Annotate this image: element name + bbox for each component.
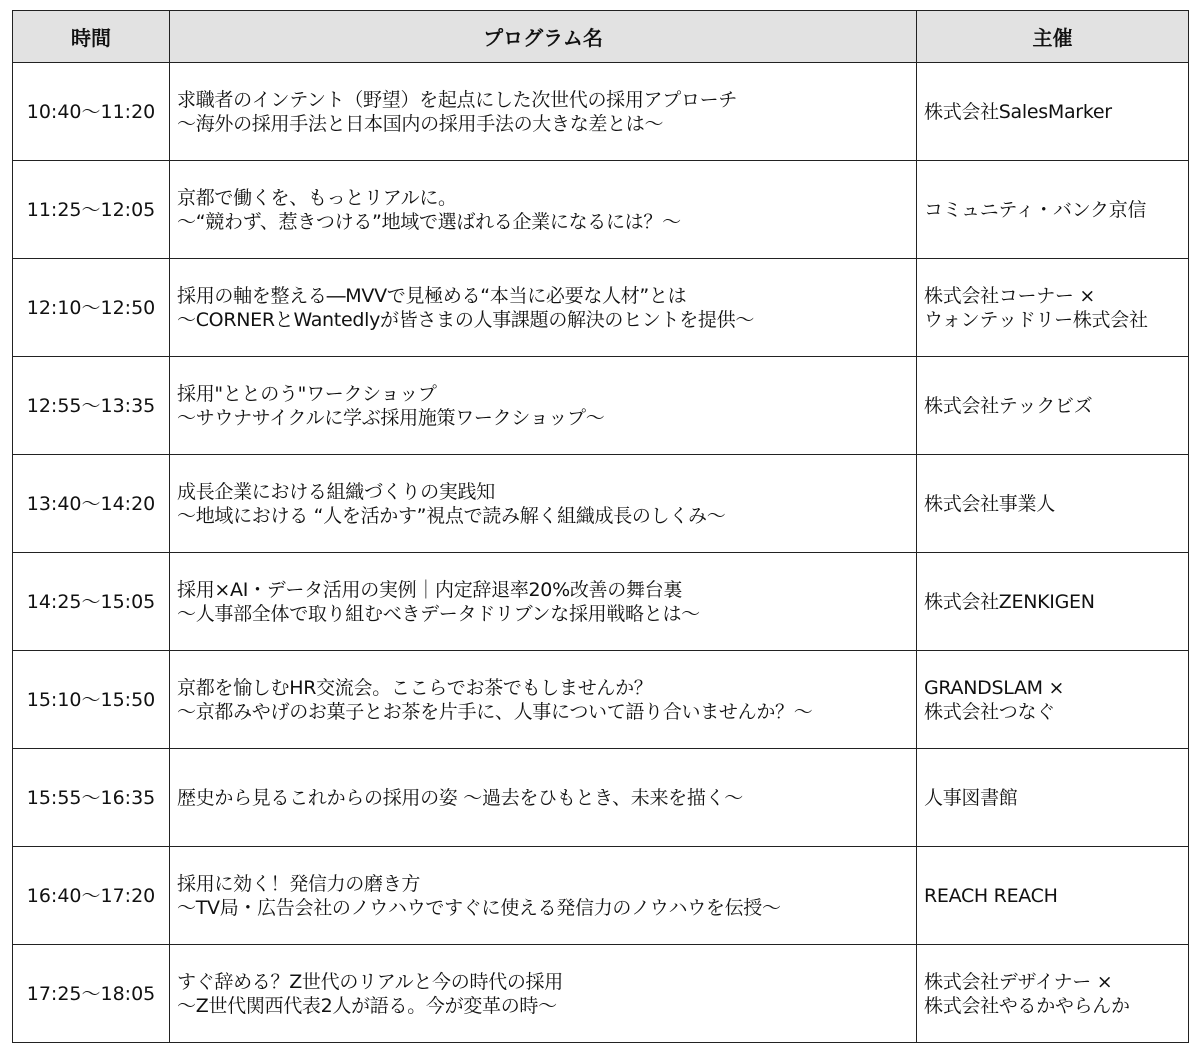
program-cell (170, 455, 917, 553)
table-row (13, 945, 1189, 1043)
host-cell (917, 259, 1189, 357)
program-subtitle: 〜TV局・広告会社のノウハウですぐに使える発信力のノウハウを伝授〜 (177, 896, 781, 919)
program-cell (170, 749, 917, 847)
program-title: 採用の軸を整える―MVVで見極める“本当に必要な人材”とは (177, 284, 687, 307)
host-name: 株式会社テックビズ (924, 394, 1093, 417)
header-time: 時間 (13, 11, 170, 63)
host-cell (917, 945, 1189, 1043)
host-name: 株式会社デザイナー × (924, 970, 1113, 993)
host-cell (917, 357, 1189, 455)
table-header (13, 11, 1189, 63)
host-cell (917, 651, 1189, 749)
program-title: 採用に効く！発信力の磨き方 (177, 872, 421, 895)
program-cell (170, 945, 917, 1043)
program-subtitle: 〜地域における “人を活かす”視点で読み解く組織成長のしくみ〜 (177, 504, 726, 527)
host-name: REACH REACH (924, 884, 1058, 907)
table-row (13, 259, 1189, 357)
header-row (13, 11, 1189, 63)
host-name: 人事図書館 (924, 786, 1018, 809)
host-name: コミュニティ・バンク京信 (924, 198, 1147, 221)
table-body (13, 63, 1189, 1043)
program-title: 歴史から見るこれからの採用の姿 〜過去をひもとき、未来を描く〜 (177, 786, 743, 809)
table-row (13, 161, 1189, 259)
program-title: 京都を愉しむHR交流会。ここらでお茶でもしませんか？ (177, 676, 653, 699)
program-cell (170, 651, 917, 749)
host-name: 株式会社コーナー × (924, 284, 1095, 307)
program-subtitle: 〜人事部全体で取り組むべきデータドリブンな採用戦略とは〜 (177, 602, 700, 625)
time-cell: 12:55〜13:35 (13, 357, 170, 455)
program-title: 採用"ととのう"ワークショップ (177, 382, 437, 405)
host-cell (917, 749, 1189, 847)
host-name: 株式会社やるかやらんか (924, 994, 1130, 1017)
program-cell (170, 259, 917, 357)
host-name: 株式会社ZENKIGEN (924, 590, 1095, 613)
time-cell: 14:25〜15:05 (13, 553, 170, 651)
program-title: 京都で働くを、もっとリアルに。 (177, 186, 457, 209)
program-cell (170, 553, 917, 651)
program-cell (170, 357, 917, 455)
program-subtitle: 〜サウナサイクルに学ぶ採用施策ワークショップ〜 (177, 406, 605, 429)
time-cell: 13:40〜14:20 (13, 455, 170, 553)
host-cell (917, 63, 1189, 161)
program-title: 求職者のインテント（野望）を起点にした次世代の採用アプローチ (177, 88, 738, 111)
program-subtitle: 〜海外の採用手法と日本国内の採用手法の大きな差とは〜 (177, 112, 664, 135)
table-row (13, 63, 1189, 161)
host-name: GRANDSLAM × (924, 676, 1065, 699)
time-cell: 12:10〜12:50 (13, 259, 170, 357)
host-cell (917, 161, 1189, 259)
program-subtitle: 〜京都みやげのお菓子とお茶を片手に、人事について語り合いませんか？〜 (177, 700, 813, 723)
program-title: すぐ辞める？Z世代のリアルと今の時代の採用 (177, 970, 563, 993)
program-cell (170, 847, 917, 945)
host-cell (917, 553, 1189, 651)
program-subtitle: 〜“競わず、惹きつける”地域で選ばれる企業になるには？〜 (177, 210, 681, 233)
time-cell: 16:40〜17:20 (13, 847, 170, 945)
program-title: 成長企業における組織づくりの実践知 (177, 480, 495, 503)
host-name: 株式会社事業人 (924, 492, 1055, 515)
table-row (13, 749, 1189, 847)
header-host: 主催 (917, 11, 1189, 63)
table-row (13, 455, 1189, 553)
table-row (13, 357, 1189, 455)
table-row (13, 651, 1189, 749)
schedule-table (12, 10, 1189, 1043)
program-cell (170, 63, 917, 161)
time-cell: 10:40〜11:20 (13, 63, 170, 161)
table-row (13, 847, 1189, 945)
table-row (13, 553, 1189, 651)
header-program: プログラム名 (170, 11, 917, 63)
host-name: 株式会社つなぐ (924, 700, 1055, 723)
host-cell (917, 847, 1189, 945)
time-cell: 17:25〜18:05 (13, 945, 170, 1043)
time-cell: 15:55〜16:35 (13, 749, 170, 847)
program-title: 採用×AI・データ活用の実例｜内定辞退率20%改善の舞台裏 (177, 578, 683, 601)
time-cell: 11:25〜12:05 (13, 161, 170, 259)
host-name: ウォンテッドリー株式会社 (924, 308, 1148, 331)
host-name: 株式会社SalesMarker (924, 100, 1112, 123)
program-subtitle: 〜CORNERとWantedlyが皆さまの人事課題の解決のヒントを提供〜 (177, 308, 755, 331)
time-cell: 15:10〜15:50 (13, 651, 170, 749)
program-subtitle: 〜Z世代関西代表2人が語る。今が変革の時〜 (177, 994, 557, 1017)
host-cell (917, 455, 1189, 553)
program-cell (170, 161, 917, 259)
